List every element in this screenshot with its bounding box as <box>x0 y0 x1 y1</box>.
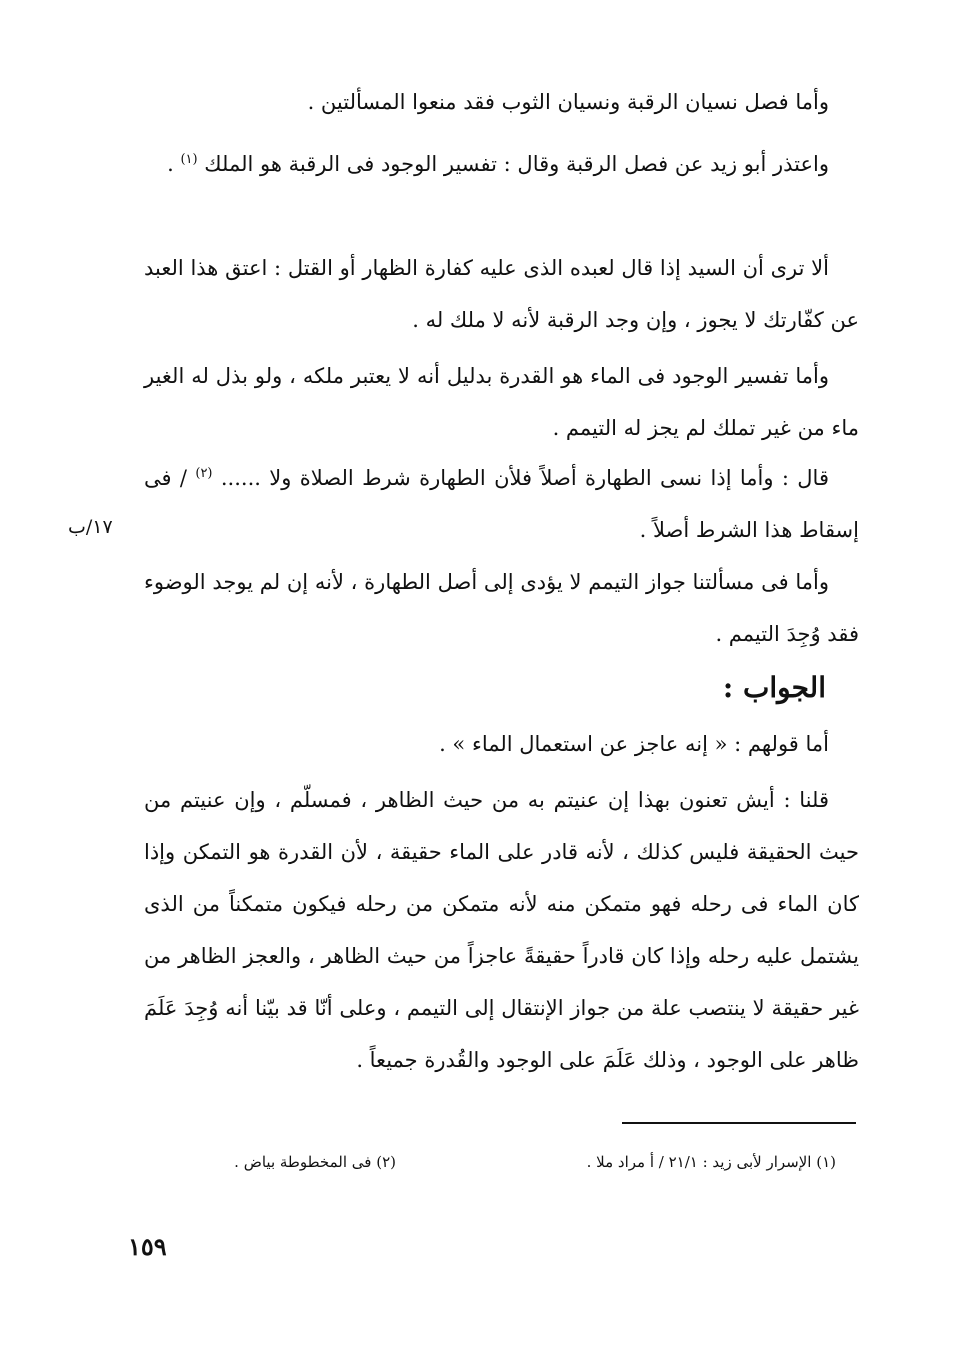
paragraph-5 <box>144 452 859 556</box>
folio-margin-note: ١٧/ب <box>68 516 113 538</box>
footnote-ref-1: (١) <box>180 152 198 167</box>
footnote-divider <box>622 1122 856 1124</box>
paragraph-2 <box>144 138 859 190</box>
paragraph-text-end: / فى إسقاط هذا الشرط أصلاً . <box>144 466 859 542</box>
paragraph-text: وأما فصل نسيان الرقبة ونسيان الثوب فقد منعوا المسألتين . <box>307 90 829 114</box>
paragraph-text: قال : وأما إذا نسى الطهارة أصلاً فلأن الطهارة شرط الصلاة ولا ...... <box>220 466 829 490</box>
paragraph-text: وأما تفسير الوجود فى الماء هو القدرة بدليل أنه لا يعتبر ملكه ، ولو بذل له الغير ماء من غير تملك لم يجز له التيمم . <box>144 364 859 440</box>
footnote-ref-2: (٢) <box>195 466 213 481</box>
paragraph-text: وأما فى مسألتنا جواز التيمم لا يؤدى إلى أصل الطهارة ، لأنه إن لم يوجد الوضوء فقد وُجِدَ التيمم . <box>144 570 859 646</box>
paragraph-text: واعتذر أبو زيد عن فصل الرقبة وقال : تفسير الوجود فى الرقبة هو الملك <box>204 152 829 176</box>
paragraph-text: ألا ترى أن السيد إذا قال لعبده الذى عليه كفارة الظهار أو القتل : اعتق هذا العبد عن كفّارتك لا يجوز ، وإن وجد الرقبة لأنه لا ملك له . <box>144 256 859 332</box>
paragraph-8 <box>144 774 859 1086</box>
paragraph-text: قلنا : أيش تعنون بهذا إن عنيتم به من حيث الظاهر ، فمسلّم ، وإن عنيتم من حيث الحقيقة فليس كذلك ، لأنه قادر على الماء حقيقة ، لأن القدرة هو التمكن وإذا كان الماء فى رحله فهو متمكن منه لأنه متمكن من رحله فيكون متمكناً من الذى يشتمل عليه رحله وإذا كان قادراً حقيقةً عاجزاً من حيث الظاهر ، والعجز الظاهر من غير حقيقة لا ينتصب علة من جواز الإنتقال إلى التيمم ، وعلى أنّا قد بيّنا أنه وُجِدَ عَلَمَ ظاهر على الوجود ، وذلك عَلَمَ على الوجود والقُدرة جميعاً . <box>144 788 859 1072</box>
paragraph-text: أما قولهم : « إنه عاجز عن استعمال الماء » . <box>439 732 829 756</box>
paragraph-text-end: . <box>167 152 174 176</box>
paragraph-1 <box>144 76 859 128</box>
section-heading: الجواب : <box>722 671 826 704</box>
paragraph-7 <box>144 718 859 770</box>
footnote-2: (٢) فى المخطوطة بياض . <box>234 1153 396 1171</box>
page-number: ١٥٩ <box>128 1232 167 1261</box>
paragraph-6 <box>144 556 859 660</box>
paragraph-4 <box>144 350 859 454</box>
footnote-1: (١) الإسرار لأبى زيد : ٢١/١ / أ مراد ملا . <box>586 1153 836 1171</box>
paragraph-3 <box>144 242 859 346</box>
